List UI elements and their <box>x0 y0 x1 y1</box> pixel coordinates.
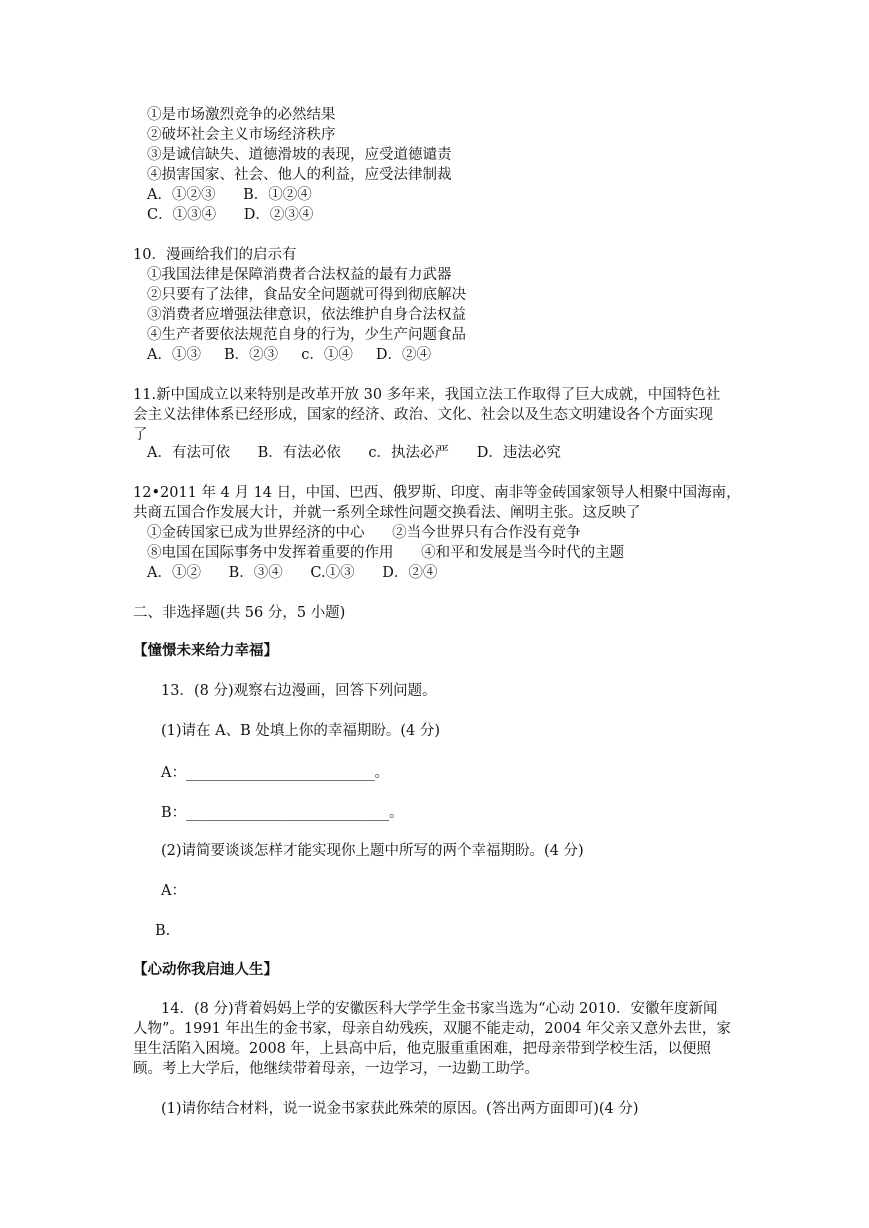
q10-choices: A．①③ B．②③ c．①④ D．②④ <box>147 347 432 363</box>
part-2-title: 【心动你我启迪人生】 <box>133 961 278 978</box>
q10-option-2: ②只要有了法律，食品安全问题就可得到彻底解决 <box>147 287 466 303</box>
q12-stem-line-2: 共商五国合作发展大计，并就一系列全球性问题交换看法、阐明主张。这反映了 <box>133 505 641 521</box>
q11-choices: A．有法可依 B．有法必依 c．执法必严 D．违法必究 <box>147 445 561 461</box>
q14-text-line-4: 顾。考上大学后，他继续带着母亲，一边学习，一边勤工助学。 <box>133 1061 539 1077</box>
q9-choices-row-2: C．①③④ D．②③④ <box>147 207 314 223</box>
q12-options-row-1: ①金砖国家已成为世界经济的中心 ②当今世界只有合作没有竞争 <box>147 525 581 541</box>
q11-stem-line-3: 了 <box>133 427 148 443</box>
q12-choices: A．①② B．③④ C.①③ D．②④ <box>147 565 438 581</box>
q12-stem-line-1: 12•2011 年 4 月 14 日，中国、巴西、俄罗斯、印度、南非等金砖国家领导人相聚中国海南， <box>133 485 741 501</box>
q12-options-row-2: ⑧电国在国际事务中发挥着重要的作用 ④和平和发展是当今时代的主题 <box>147 545 625 561</box>
q9-option-4: ④损害国家、社会、他人的利益，应受法律制裁 <box>147 167 452 183</box>
section-2-heading: 二、非选择题(共 56 分，5 小题) <box>133 605 346 621</box>
q13-blank-a: A：__________________________。 <box>161 765 389 781</box>
q14-text-line-2: 人物”。1991 年出生的金书家，母亲自幼残疾，双腿不能走动，2004 年父亲又意外去世，家 <box>133 1021 731 1037</box>
q11-stem-line-1: 11.新中国成立以来特别是改革开放 30 多年来，我国立法工作取得了巨大成就，中国特色社 <box>133 387 721 403</box>
q14-text-line-3: 里生活陷入困境。2008 年，上县高中后，他克服重重困难，把母亲带到学校生活，以便照 <box>133 1041 712 1057</box>
q10-option-1: ①我国法律是保障消费者合法权益的最有力武器 <box>147 267 452 283</box>
q10-stem: 10．漫画给我们的启示有 <box>133 247 297 263</box>
q11-stem-line-2: 会主义法律体系已经形成，国家的经济、政治、文化、社会以及生态文明建设各个方面实现 <box>133 407 713 423</box>
q9-option-3: ③是诚信缺失、道德滑坡的表现，应受道德谴责 <box>147 147 452 163</box>
q9-choices-row-1: A．①②③ B．①②④ <box>147 187 312 203</box>
q13-answer-b: B. <box>155 923 171 939</box>
q13-sub-question-2: (2)请简要谈谈怎样才能实现你上题中所写的两个幸福期盼。(4 分) <box>161 843 584 859</box>
q13-blank-b: B：____________________________。 <box>161 805 404 821</box>
part-1-title: 【憧憬未来给力幸福】 <box>133 642 278 659</box>
q14-sub-question-1: (1)请你结合材料，说一说金书家获此殊荣的原因。(答出两方面即可)(4 分) <box>161 1101 639 1117</box>
q10-option-4: ④生产者要依法规范自身的行为，少生产问题食品 <box>147 327 466 343</box>
q13-sub-question-1: (1)请在 A、B 处填上你的幸福期盼。(4 分) <box>161 723 441 739</box>
q13-answer-a: A： <box>161 883 186 899</box>
q13-stem: 13．(8 分)观察右边漫画，回答下列问题。 <box>161 683 437 699</box>
q10-option-3: ③消费者应增强法律意识，依法维护自身合法权益 <box>147 307 466 323</box>
q14-text-line-1: 14．(8 分)背着妈妈上学的安徽医科大学学生金书家当选为“心动 2010．安徽年度新闻 <box>161 1001 718 1017</box>
q9-option-1: ①是市场激烈竞争的必然结果 <box>147 107 336 123</box>
q9-option-2: ②破坏社会主义市场经济秩序 <box>147 127 336 143</box>
